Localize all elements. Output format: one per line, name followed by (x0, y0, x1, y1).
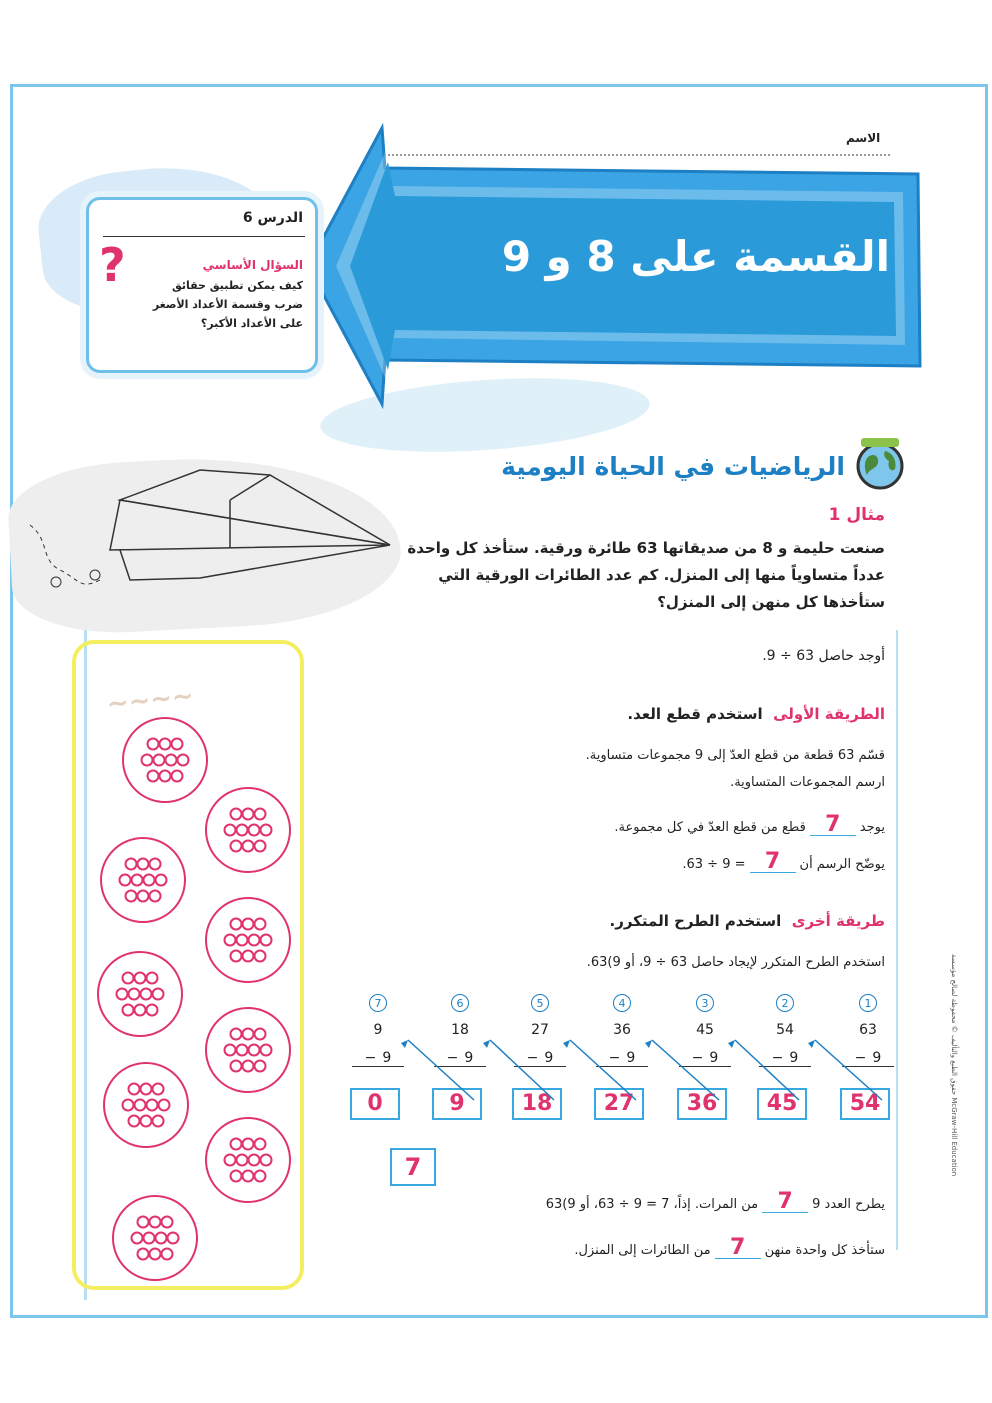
counter (126, 859, 137, 870)
step-subtraction: − 9 (842, 1050, 894, 1067)
step-subtrahend: 9 (872, 1050, 882, 1066)
counter (150, 859, 161, 870)
step-subtrahend: 9 (464, 1050, 474, 1066)
counter (237, 1045, 248, 1056)
result-line2-post: من الطائرات إلى المنزل. (574, 1243, 711, 1258)
step-subtraction: − 9 (679, 1050, 731, 1067)
counter (231, 1139, 242, 1150)
counter (243, 1029, 254, 1040)
counter (249, 935, 260, 946)
essential-question-title: السؤال الأساسي (202, 258, 303, 272)
counter (162, 1217, 173, 1228)
step-minuend: 63 (859, 1022, 877, 1038)
counter (231, 1171, 242, 1182)
method1-line3-post: قطع من قطع العدّ في كل مجموعة. (614, 820, 806, 835)
answer-blank-3[interactable]: 7 (762, 1192, 808, 1213)
counter (255, 809, 266, 820)
counter (153, 989, 164, 1000)
method1-line2: ارسم المجموعات المتساوية. (730, 775, 885, 790)
counter (153, 1116, 164, 1127)
counter (231, 1029, 242, 1040)
method2-line1: استخدم الطرح المتكرر لإيجاد حاصل 63 ÷ 9، أو 9)63. (586, 955, 885, 970)
counter (255, 1139, 266, 1150)
counter (237, 1155, 248, 1166)
counter (147, 1005, 158, 1016)
method1-line4-post: = 9 ÷ 63. (682, 857, 746, 872)
step-result-box[interactable]: 9 (432, 1088, 482, 1120)
counter (261, 1155, 272, 1166)
example-label: مثال 1 (828, 505, 885, 525)
counter (243, 1061, 254, 1072)
counter (243, 809, 254, 820)
step-number-icon: 5 (531, 994, 549, 1012)
counter (150, 1217, 161, 1228)
method1-line3-pre: يوجد (859, 820, 885, 835)
counter (231, 841, 242, 852)
question-mark-icon: ? (99, 238, 126, 292)
counter (156, 1233, 167, 1244)
counter (154, 755, 165, 766)
lesson-number: الدرس 6 (242, 210, 303, 226)
step-number-icon: 1 (859, 994, 877, 1012)
counter (138, 1249, 149, 1260)
counter (255, 1029, 266, 1040)
counter (243, 919, 254, 930)
answer-blank-2[interactable]: 7 (750, 852, 796, 873)
counter (129, 989, 140, 1000)
counter (168, 1233, 179, 1244)
answer-blank-4[interactable]: 7 (715, 1238, 761, 1259)
step-minuend: 54 (776, 1022, 794, 1038)
counter (255, 841, 266, 852)
counter (135, 973, 146, 984)
method1-line1: قسّم 63 قطعة من قطع العدّ إلى 9 مجموعات متساوية. (585, 748, 885, 763)
step-subtrahend: 9 (382, 1050, 392, 1066)
find-quotient: أوجد حاصل 63 ÷ 9. (762, 648, 885, 664)
step-minuend: 27 (531, 1022, 549, 1038)
result-line1-pre: يطرح العدد 9 (812, 1197, 885, 1212)
essential-question-text: كيف يمكن تطبيق حقائق ضرب وقسمة الأعداد الأصغر على الأعداد الأكبر؟ (152, 279, 303, 330)
counter (147, 973, 158, 984)
section-title: الرياضيات في الحياة اليومية (501, 452, 845, 481)
counter (123, 1100, 134, 1111)
counter (150, 1249, 161, 1260)
counter (255, 951, 266, 962)
counter (237, 825, 248, 836)
step-subtraction: − 9 (434, 1050, 486, 1067)
counter (135, 1100, 146, 1111)
counter (255, 919, 266, 930)
counter (231, 1061, 242, 1072)
step-subtraction: − 9 (352, 1050, 404, 1067)
step-subtrahend: 9 (544, 1050, 554, 1066)
counter (237, 935, 248, 946)
counter (132, 1233, 143, 1244)
counter (144, 1233, 155, 1244)
step-minuend: 9 (373, 1022, 383, 1038)
counter (225, 935, 236, 946)
step-result-box[interactable]: 18 (512, 1088, 562, 1120)
counter (225, 825, 236, 836)
counter (231, 919, 242, 930)
counter (243, 1171, 254, 1182)
step-result-box[interactable]: 45 (757, 1088, 807, 1120)
counter (138, 1217, 149, 1228)
counter (135, 1005, 146, 1016)
counter (148, 739, 159, 750)
method1-label: الطريقة الأولى (773, 705, 885, 723)
step-minuend: 36 (613, 1022, 631, 1038)
method2-text: استخدم الطرح المتكرر. (609, 912, 782, 930)
counter (255, 1171, 266, 1182)
copyright-sidebar (944, 954, 960, 1290)
counter (123, 973, 134, 984)
step-number-icon: 2 (776, 994, 794, 1012)
example-problem: صنعت حليمة و 8 من صديقاتها 63 طائرة ورقية. ستأخذ كل واحدة عدداً متساوياً منها إلى المنزل. كم عدد الطائرات الورقية التي ستأخذها كل منهن إلى المنزل؟ (407, 539, 885, 611)
step-result-box[interactable]: 27 (594, 1088, 644, 1120)
counter (142, 755, 153, 766)
counter (178, 755, 189, 766)
counter (166, 755, 177, 766)
step-result-box[interactable]: 36 (677, 1088, 727, 1120)
method2-label: طريقة أخرى (791, 912, 885, 930)
counter (225, 1155, 236, 1166)
counter (156, 875, 167, 886)
step-minuend: 18 (451, 1022, 469, 1038)
step-subtraction: − 9 (596, 1050, 648, 1067)
counter (172, 739, 183, 750)
counter (160, 771, 171, 782)
method1-line4-pre: يوضّح الرسم أن (799, 857, 885, 872)
counter (261, 825, 272, 836)
counter (129, 1084, 140, 1095)
result-line1-post: من المرات. إذاً، 7 = 9 ÷ 63، أو 9)63 (545, 1197, 759, 1212)
step-subtraction: − 9 (514, 1050, 566, 1067)
name-label: الاسم (846, 131, 881, 145)
counter (147, 1100, 158, 1111)
step-subtrahend: 9 (709, 1050, 719, 1066)
handwritten-scribble: ~~~~ (105, 680, 196, 720)
counter (159, 1100, 170, 1111)
counter (129, 1116, 140, 1127)
counter (138, 859, 149, 870)
copyright-text: حقوق الطبع والتأليف © محفوظة لصالح مؤسسة McGraw-Hill Education (950, 954, 958, 1177)
counter (225, 1045, 236, 1056)
step-result-box[interactable]: 54 (840, 1088, 890, 1120)
step-number-icon: 7 (369, 994, 387, 1012)
counter (150, 891, 161, 902)
step-number-icon: 6 (451, 994, 469, 1012)
result-line2-pre: ستأخذ كل واحدة منهن (764, 1243, 885, 1258)
counter (160, 739, 171, 750)
counter (243, 1139, 254, 1150)
counter (261, 1045, 272, 1056)
counter (138, 891, 149, 902)
counter (132, 875, 143, 886)
counter (153, 1084, 164, 1095)
counter (162, 1249, 173, 1260)
step-number-icon: 3 (696, 994, 714, 1012)
lesson-title: القسمة على 8 و 9 (501, 232, 890, 281)
counter (231, 951, 242, 962)
counter (249, 1155, 260, 1166)
counter (148, 771, 159, 782)
quotient-box[interactable]: 7 (390, 1148, 436, 1186)
counter (123, 1005, 134, 1016)
counter (243, 841, 254, 852)
counter (120, 875, 131, 886)
counter (231, 809, 242, 820)
counter (141, 1116, 152, 1127)
method1-text: استخدم قطع العد. (627, 705, 763, 723)
counter (144, 875, 155, 886)
step-minuend: 45 (696, 1022, 714, 1038)
counter (261, 935, 272, 946)
step-subtrahend: 9 (626, 1050, 636, 1066)
answer-blank-1[interactable]: 7 (810, 815, 856, 836)
counter (126, 891, 137, 902)
step-result-box[interactable]: 0 (350, 1088, 400, 1120)
step-subtrahend: 9 (789, 1050, 799, 1066)
counter (255, 1061, 266, 1072)
counter (117, 989, 128, 1000)
step-number-icon: 4 (613, 994, 631, 1012)
counter (141, 1084, 152, 1095)
counter (172, 771, 183, 782)
counter (249, 825, 260, 836)
step-subtraction: − 9 (759, 1050, 811, 1067)
counter (249, 1045, 260, 1056)
counter (243, 951, 254, 962)
counter (141, 989, 152, 1000)
